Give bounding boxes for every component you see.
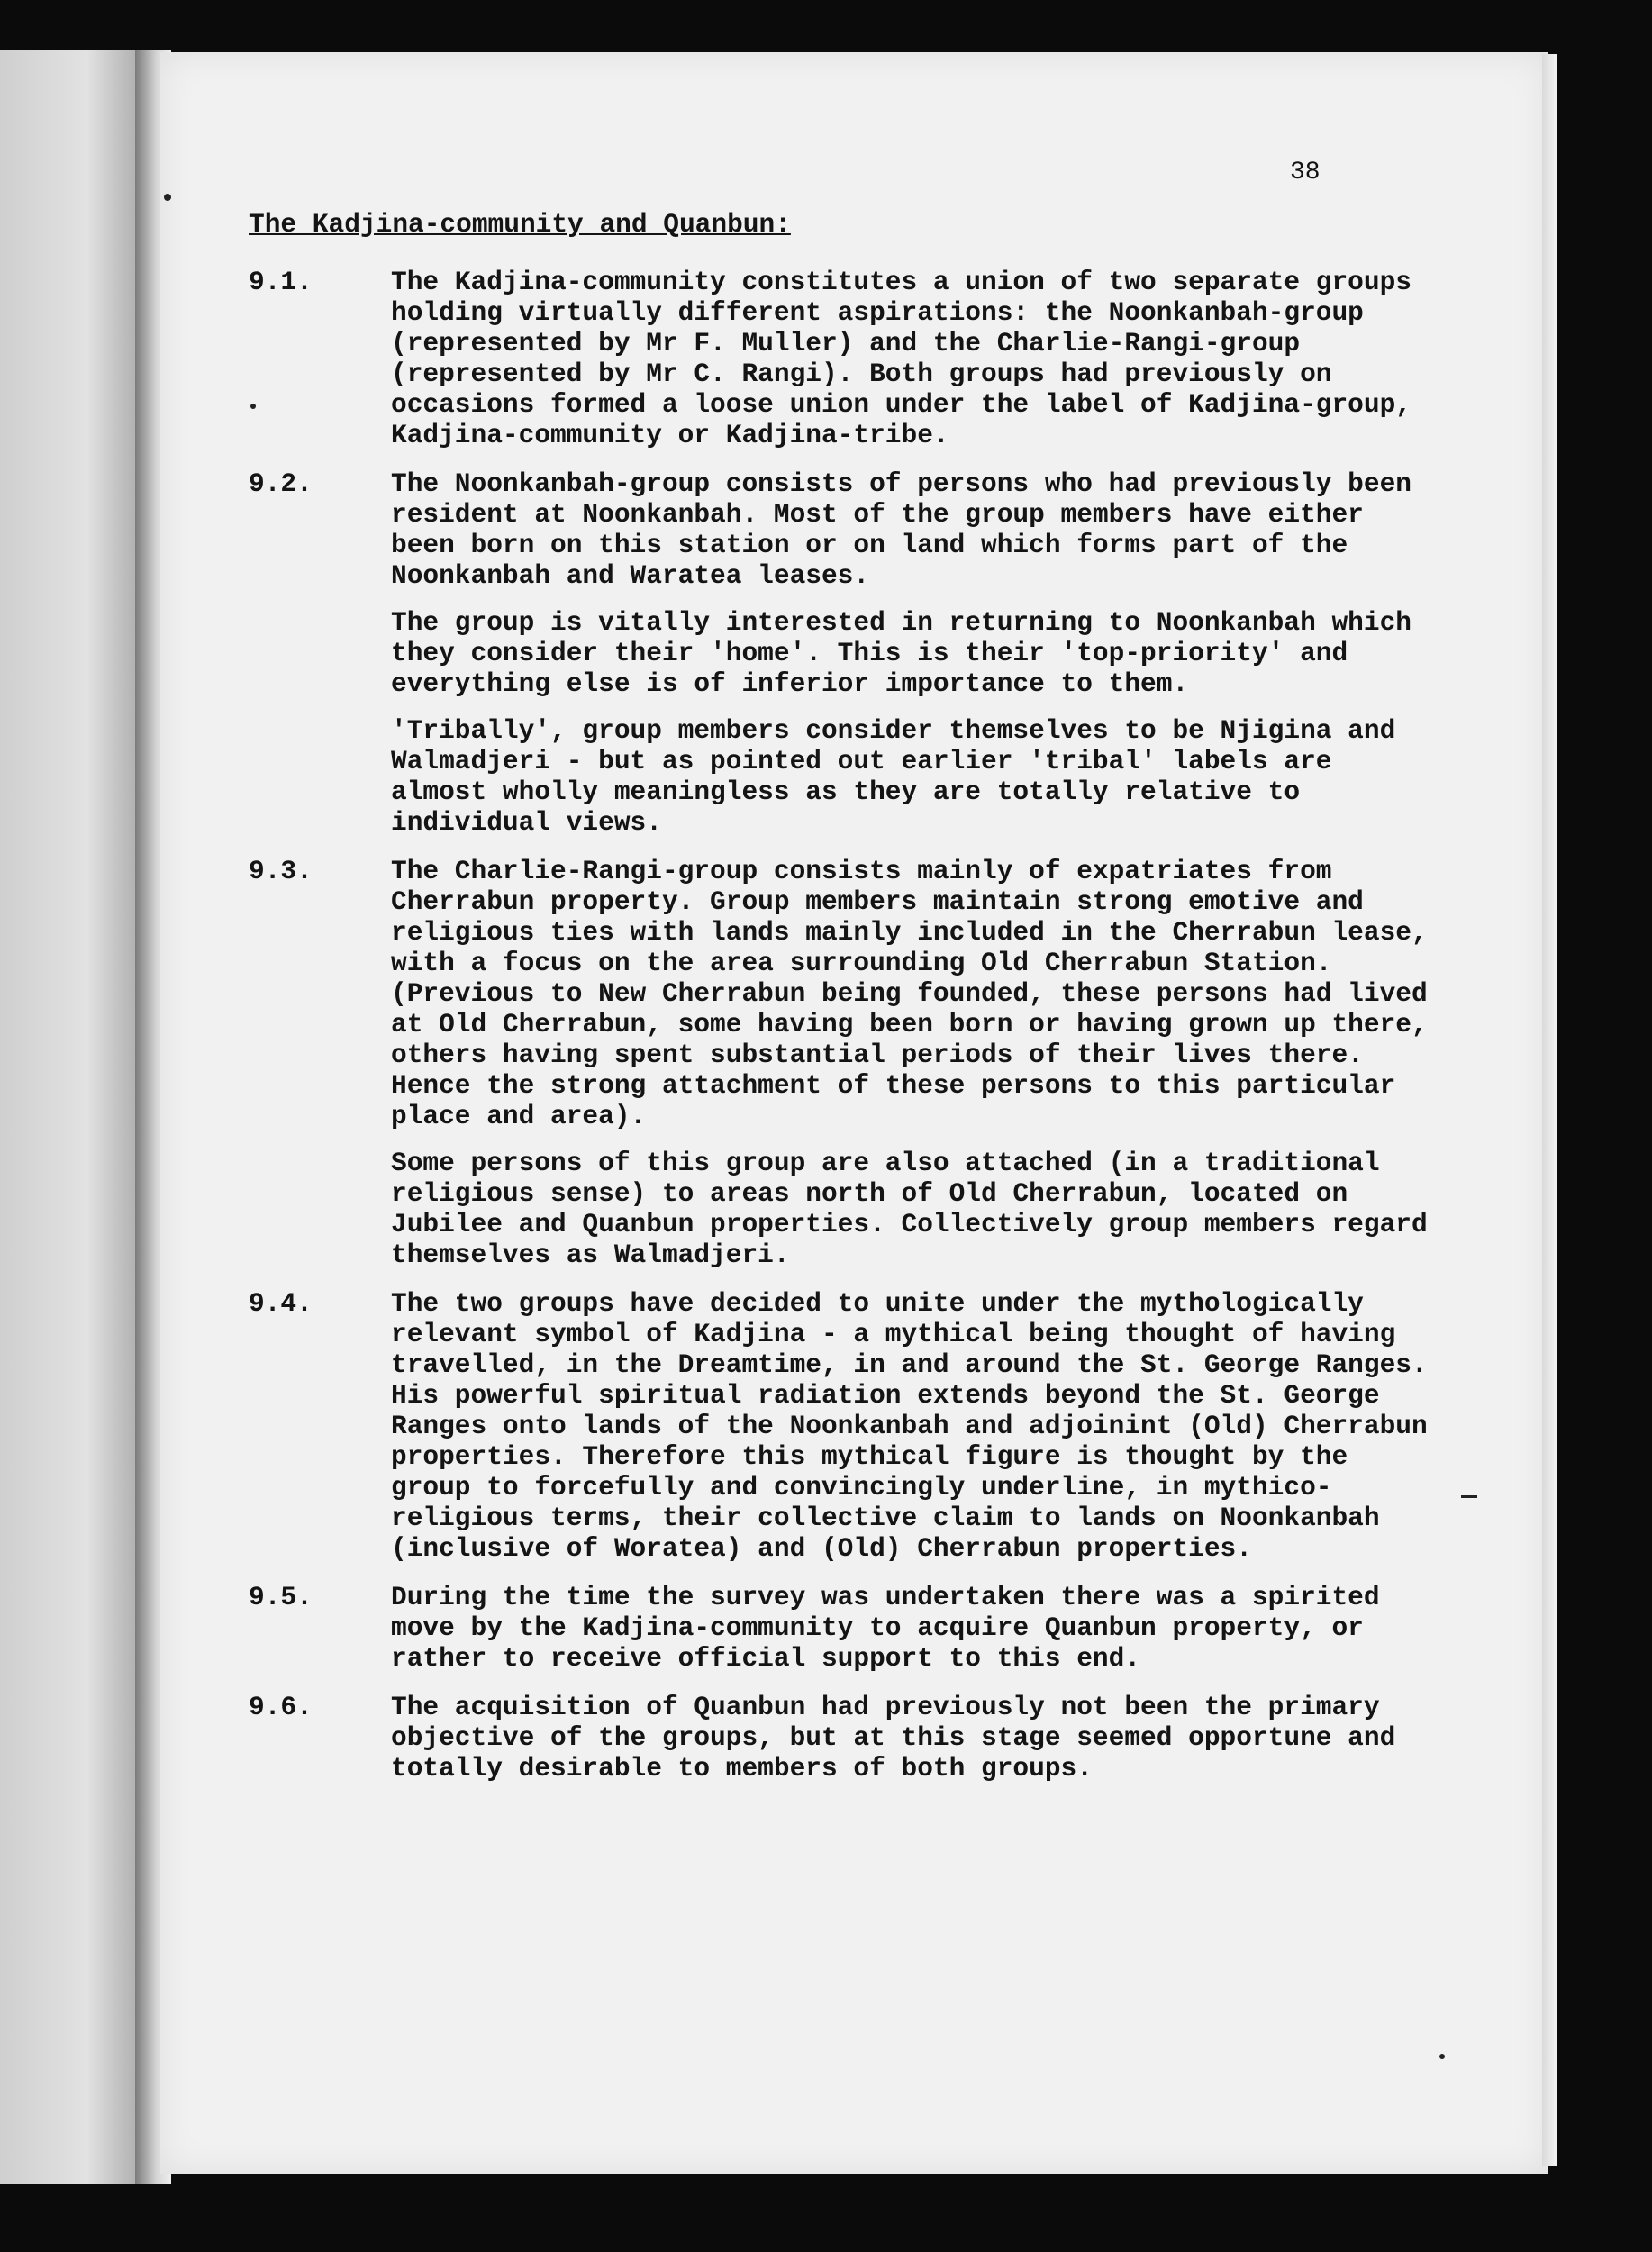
scan-speck (250, 404, 256, 409)
paragraph-number: 9.2. (249, 468, 313, 499)
paragraph-text (391, 1288, 1429, 1564)
page-content (249, 209, 1429, 1802)
paragraph-sentence-block: The two groups have decided to unite under the mythologically relevant symbol of Kadjina - a mythical being thought of having travelled, in the Dreamtime, in and around the St. George Ranges. His powerful spiritual radiation extends beyond the St. George Ranges onto lands of the Noonkanbah and adjoinint (Old) Cherrabun properties. Therefore this mythical figure is thought by the group to forcefully and convincingly underline, in mythico-religious terms, their collective claim to lands on Noonkanbah (inclusive of Woratea) and (Old) Cherrabun properties. (391, 1288, 1428, 1564)
page-number: 38 (1290, 159, 1321, 186)
paragraph-number: 9.3. (249, 856, 313, 886)
scan-speck (1461, 1495, 1477, 1498)
paragraph-sentence-block: The Noonkanbah-group consists of persons who had previously been resident at Noonkanbah. Most of the group members have either been born on this station or on land which forms part of the Noonkanbah and Waratea leases. (391, 468, 1411, 591)
paragraph-number: 9.5. (249, 1582, 313, 1612)
page-right-edge (1542, 54, 1557, 2166)
paragraph-sentence-block: The acquisition of Quanbun had previously not been the primary objective of the groups, but at this stage seemed opportune and totally desirable to members of both groups. (391, 1692, 1396, 1784)
scan-speck (164, 194, 171, 201)
paragraph-sentence-block: The Kadjina-community constitutes a union of two separate groups holding virtually different aspirations: the Noonkanbah-group (represented by Mr F. Muller) and the Charlie-Rangi-group (represented by Mr C. Rangi). Both groups had previously on occasions formed a loose union under the label of Kadjina-group, Kadjina-community or Kadjina-tribe. (391, 267, 1411, 450)
paragraph-sentence-block: The Charlie-Rangi-group consists mainly of expatriates from Cherrabun property. Group members maintain strong emotive and religious ties with lands mainly included in the Cherrabun lease, with a focus on the area surrounding Old Cherrabun Station. (Previous to New Cherrabun being founded, these persons had lived at Old Cherrabun, some having been born or having grown up there, others having spent substantial periods of their lives there. Hence the strong attachment of these persons to this particular place and area). (391, 856, 1428, 1131)
paragraph-number: 9.4. (249, 1288, 313, 1319)
paragraph-9-1 (249, 267, 1429, 450)
paragraph-number: 9.1. (249, 267, 313, 297)
paragraph-sentence-block: The group is vitally interested in returning to Noonkanbah which they consider their 'home'. This is their 'top-priority' and everything else is of inferior importance to them. (391, 607, 1411, 699)
paragraph-9-4 (249, 1288, 1429, 1564)
section-title: The Kadjina-community and Quanbun: (249, 209, 791, 240)
left-page-edge (0, 50, 158, 2184)
paragraph-9-2 (249, 468, 1429, 838)
paragraph-text (391, 1582, 1429, 1674)
paragraph-sentence-block: 'Tribally', group members consider themselves to be Njigina and Walmadjeri - but as pointed out earlier 'tribal' labels are almost wholly meaningless as they are totally relative to individual views. (391, 715, 1396, 838)
paragraph-text (391, 267, 1429, 450)
paragraph-sentence-block: Some persons of this group are also attached (in a traditional religious sense) to areas north of Old Cherrabun, located on Jubilee and Quanbun properties. Collectively group members regard themselves as Walmadjeri. (391, 1148, 1428, 1270)
paragraph-sentence-block: During the time the survey was undertaken there was a spirited move by the Kadjina-community to acquire Quanbun property, or rather to receive official support to this end. (391, 1582, 1380, 1674)
paragraph-9-5 (249, 1582, 1429, 1674)
paragraph-9-3 (249, 856, 1429, 1270)
paragraph-number: 9.6. (249, 1692, 313, 1722)
paragraph-text (391, 468, 1429, 838)
paragraph-text (391, 856, 1429, 1270)
scan-speck (1439, 2054, 1445, 2059)
paragraph-9-6 (249, 1692, 1429, 1784)
paragraph-text (391, 1692, 1429, 1784)
